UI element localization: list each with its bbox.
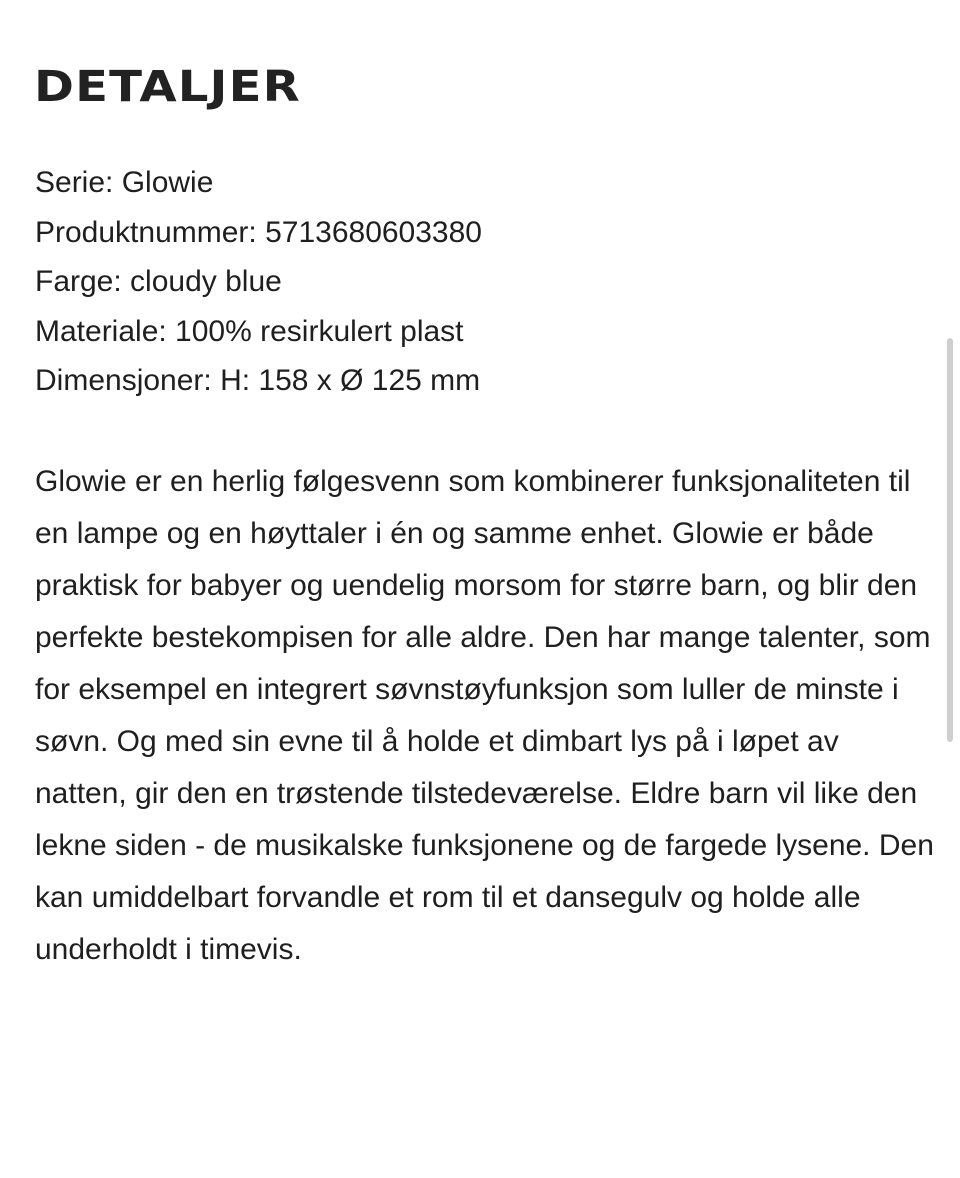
product-description: Glowie er en herlig følgesvenn som kombinerer funksjonaliteten til en lampe og en høyttaler i én og samme enhet. Glowie er både praktisk for babyer og uendelig morsom for større barn, og blir den perfekte bestekompisen for alle aldre. Den har mange talenter, som for eksempel en integrert søvnstøyfunksjon som luller de minste i søvn. Og med sin evne til å holde et dimbart lys på i løpet av natten, gir den en trøstende tilstedeværelse. Eldre barn vil like den lekne siden - de musikalske funksjonene og de fargede lysene. Den kan umiddelbart forvandle et rom til et dansegulv og holde alle underholdt i timevis. (35, 465, 934, 966)
product-specs (35, 158, 482, 406)
section-heading: DETALJER (34, 62, 301, 112)
spec-color: Farge: cloudy blue (35, 265, 282, 299)
scrollbar[interactable] (947, 338, 953, 742)
spec-dimensions: Dimensjoner: H: 158 x Ø 125 mm (35, 364, 481, 398)
spec-material: Materiale: 100% resirkulert plast (35, 314, 464, 348)
spec-product-number: Produktnummer: 5713680603380 (35, 215, 482, 249)
spec-series: Serie: Glowie (35, 166, 214, 199)
